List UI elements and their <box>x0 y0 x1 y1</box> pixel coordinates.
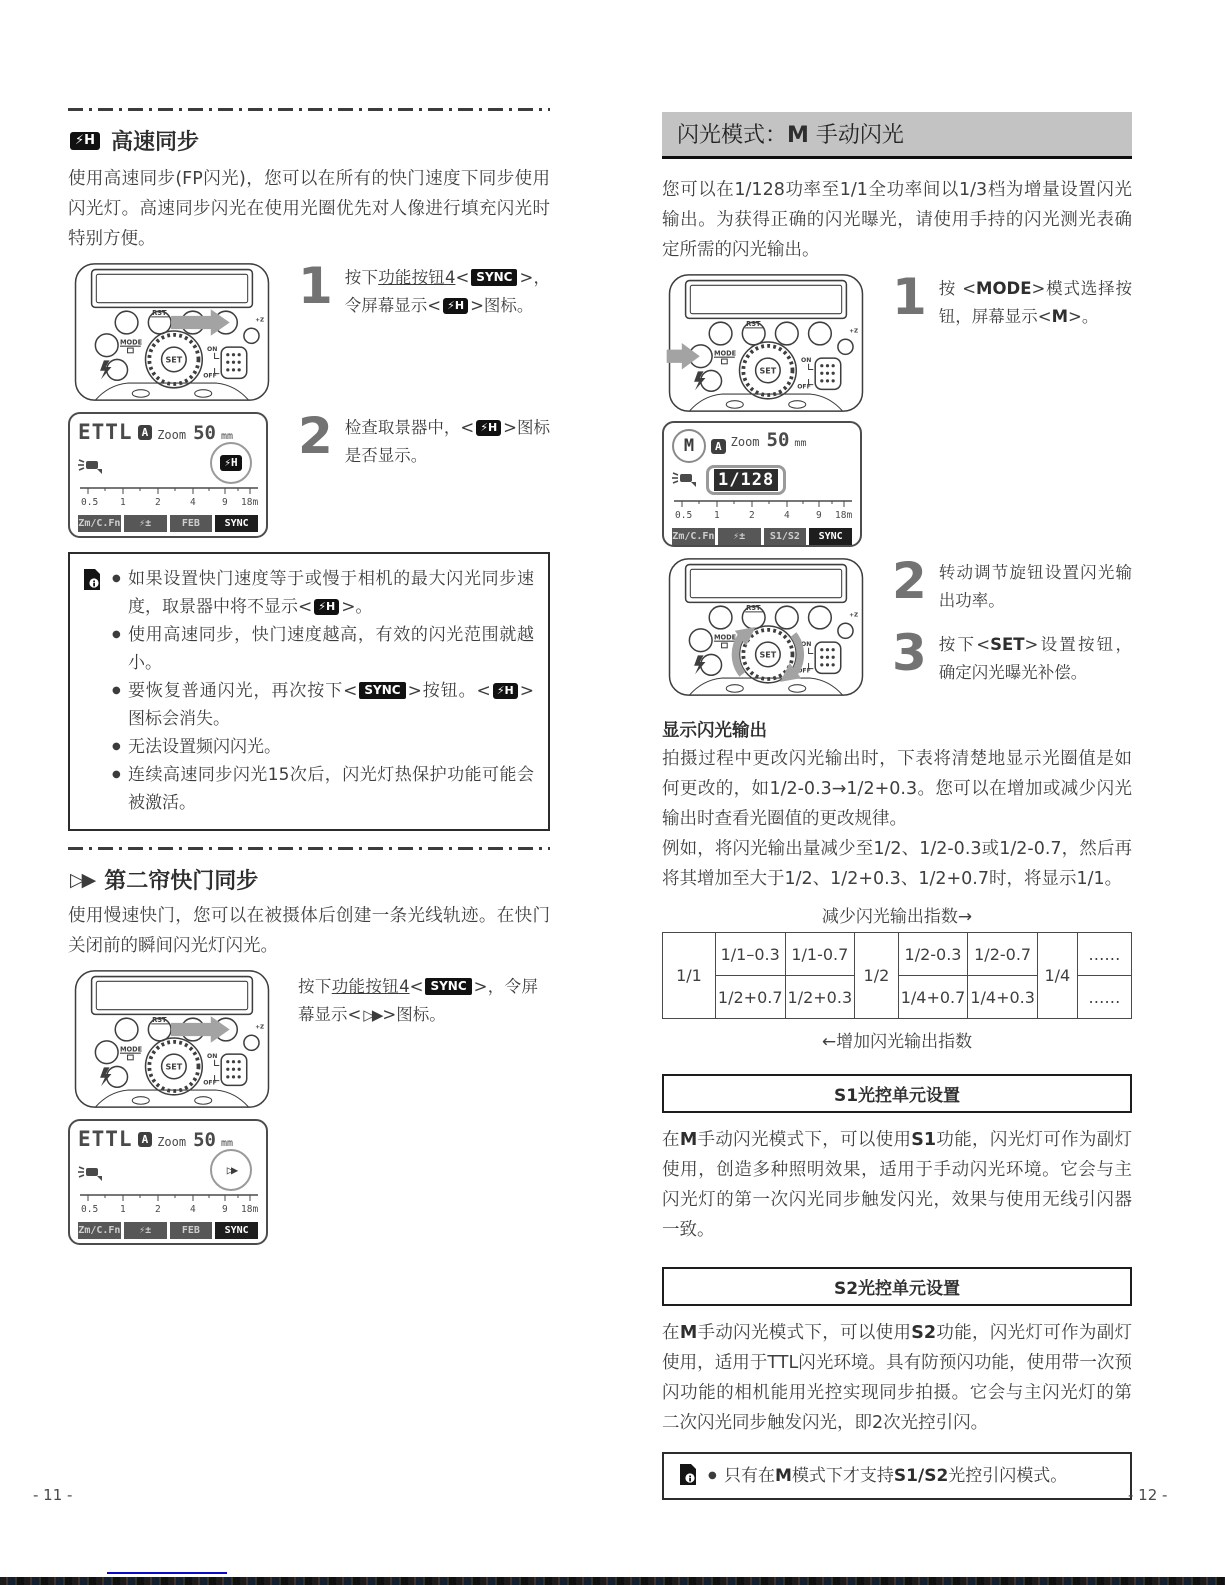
hss-step2-row <box>68 407 551 538</box>
note-list <box>698 1462 1067 1490</box>
auto-zoom-icon: A <box>138 1132 153 1147</box>
svg-text:OFF: OFF <box>203 1079 217 1087</box>
flash-comp-button: ⚡± <box>124 1222 167 1239</box>
m-step23-row <box>662 552 1133 701</box>
feb-button: FEB <box>170 1222 213 1239</box>
table-cell: …… <box>1077 976 1131 1019</box>
hss-icon: ⚡H <box>220 455 241 471</box>
note-list <box>102 565 534 817</box>
step-number: 3 <box>892 624 927 682</box>
flash-back-figure <box>68 262 276 402</box>
table-cell: 1/2+0.3 <box>785 976 855 1019</box>
flash-button <box>701 654 722 675</box>
lcd-zoom-label: Zoom <box>157 1135 187 1149</box>
lcd-figure-hss <box>68 412 276 538</box>
zoom-button <box>838 623 853 638</box>
lcd-focal-unit: mm <box>794 438 807 449</box>
note-item: ● 使用高速同步，快门速度越高，有效的闪光范围就越小。 <box>112 621 534 677</box>
table-cell: 1/4+0.3 <box>968 976 1038 1019</box>
svg-text:0.5: 0.5 <box>675 510 693 521</box>
lcd-mode-label: ETTL <box>78 1127 133 1151</box>
svg-text:0.5: 0.5 <box>81 497 99 508</box>
flash-device-illustration <box>68 262 276 402</box>
table-cell: 1/1 <box>663 933 716 1019</box>
lcd-mode-label: ETTL <box>78 420 133 444</box>
svg-text:ON: ON <box>207 345 218 353</box>
table-cell: …… <box>1077 933 1131 976</box>
svg-text:18m: 18m <box>241 497 259 508</box>
step-text: 转动调节旋钮设置闪光输出功率。 <box>938 563 1132 610</box>
table-cell: 1/1-0.7 <box>785 933 855 976</box>
lcd-display-m <box>662 421 862 547</box>
hss-title-text: 高速同步 <box>111 130 200 155</box>
page-12 <box>662 112 1132 1500</box>
step-text: 按下功能按钮4< SYNC >，令屏幕显示< ⚡H >图标。 <box>344 268 551 315</box>
step-number: 2 <box>298 407 333 465</box>
svg-text:RST: RST <box>152 308 167 317</box>
mode-button <box>95 334 118 357</box>
lcd-window <box>92 270 253 308</box>
second-curtain-icon: ▷▶ <box>70 868 94 891</box>
lcd-focal-unit: mm <box>221 1138 234 1149</box>
on-off-switch <box>203 1053 247 1086</box>
step-2 <box>892 552 1132 615</box>
set-dial <box>146 1038 203 1095</box>
lcd-display-ettl-hss <box>68 412 268 538</box>
page-11 <box>68 108 550 1245</box>
svg-text:OFF: OFF <box>797 383 811 391</box>
table-cell: 1/2-0.3 <box>898 933 968 976</box>
svg-text:OFF: OFF <box>203 372 217 380</box>
m-intro: 您可以在1/128功率至1/1全功率间以1/3档为增量设置闪光输出。为获得正确的闪光曝光，请使用手持的闪光测光表确定所需的闪光输出。 <box>662 180 1132 260</box>
power-index-table <box>662 932 1132 1019</box>
s1s2-note-box <box>662 1452 1132 1500</box>
sync-button: SYNC <box>809 528 852 545</box>
svg-text:OFF: OFF <box>797 667 811 675</box>
note-item: ● 连续高速同步闪光15次后，闪光灯热保护功能可能会被激活。 <box>112 761 534 817</box>
flash-device-illustration <box>662 557 870 697</box>
step-1 <box>298 257 551 320</box>
note-item: ● 要恢复普通闪光，再次按下< SYNC >按钮。< ⚡H >图标会消失。 <box>112 677 534 733</box>
svg-text:4: 4 <box>784 510 790 521</box>
lcd-soft-buttons <box>78 1222 258 1239</box>
svg-text:1: 1 <box>120 497 126 508</box>
s1-body: 在M手动闪光模式下，可以使用S1功能，闪光灯可作为副灯使用，创造多种照明效果，适用于手动闪光环境。它会与主闪光灯的第一次闪光同步触发闪光，效果与使用无线引闪器一致。 <box>662 1130 1133 1240</box>
table-caption-bottom: ←增加闪光输出指数 <box>821 1032 973 1052</box>
lcd-soft-buttons <box>78 515 258 532</box>
mode-button <box>689 629 712 652</box>
zm-cfn-button: Zm/C.Fn <box>78 1222 121 1239</box>
step-number: 2 <box>892 552 927 610</box>
svg-text:+Z: +Z <box>849 328 859 335</box>
svg-text:MODE: MODE <box>713 349 737 358</box>
lcd-focal-value: 50 <box>766 429 790 451</box>
svg-text:MODE: MODE <box>119 338 143 347</box>
svg-text:SET: SET <box>165 1062 183 1072</box>
flash-comp-button: ⚡± <box>124 515 167 532</box>
table-cell: 1/4 <box>1037 933 1077 1019</box>
step-number: 1 <box>892 268 927 326</box>
hss-section-title <box>68 125 550 156</box>
table-cell: 1/2+0.7 <box>715 976 785 1019</box>
flash-button <box>107 359 128 380</box>
on-off-switch <box>797 357 841 390</box>
lcd-figure-m <box>662 421 870 547</box>
on-off-switch <box>203 346 247 379</box>
svg-text:RST: RST <box>746 319 761 328</box>
svg-text:0.5: 0.5 <box>81 1204 99 1215</box>
m-mode-header: 闪光模式：M 手动闪光 <box>662 112 1132 159</box>
auto-zoom-icon: A <box>138 425 153 440</box>
step-2 <box>298 407 551 470</box>
note-item: ● 只有在M模式下才支持S1/S2光控引闪模式。 <box>708 1462 1067 1490</box>
hss-intro: 使用高速同步(FP闪光)，您可以在所有的快门速度下同步使用闪光灯。高速同步闪光在使用光圈优先对人像进行填充闪光时特别方便。 <box>68 169 550 249</box>
table-cell: 1/2 <box>855 933 899 1019</box>
svg-text:1: 1 <box>714 510 720 521</box>
svg-text:9: 9 <box>816 510 822 521</box>
step-text: 按 <MODE>模式选择按钮，屏幕显示<M>。 <box>938 279 1132 326</box>
note-info-icon <box>678 1464 697 1485</box>
sync-button: SYNC <box>215 1222 258 1239</box>
hss-indicator-circle <box>210 442 252 484</box>
flash-back-figure <box>68 969 276 1109</box>
svg-text:SET: SET <box>759 366 777 376</box>
step-number: 1 <box>298 257 333 315</box>
lcd-display-ettl-sc <box>68 1119 268 1245</box>
page-number-left: - 11 - <box>33 1486 73 1504</box>
sc-title-text: 第二帘快门同步 <box>104 869 259 894</box>
lcd-soft-buttons <box>672 528 852 545</box>
svg-text:SET: SET <box>759 650 777 660</box>
output-para1: 拍摄过程中更改闪光输出时，下表将清楚地显示光圈值是如何更改的，如1/2-0.3→1/2+0.3。您可以在增加或减少闪光输出时查看光圈值的更改规律。 <box>662 749 1132 829</box>
step-3 <box>892 624 1133 687</box>
sync-button: SYNC <box>215 515 258 532</box>
scan-artifact-edge <box>0 1577 1225 1585</box>
output-display-title: 显示闪光输出 <box>662 721 767 741</box>
svg-text:RST: RST <box>152 1015 167 1024</box>
svg-text:18m: 18m <box>835 510 853 521</box>
section-divider-mid <box>68 847 550 850</box>
note-info-icon <box>82 569 101 590</box>
svg-text:9: 9 <box>222 497 228 508</box>
lcd-focal-value: 50 <box>193 422 216 444</box>
hss-note-box <box>68 552 550 831</box>
zoom-button <box>244 1035 259 1050</box>
svg-text:2: 2 <box>155 1204 161 1215</box>
svg-text:2: 2 <box>749 510 755 521</box>
set-dial <box>146 331 203 388</box>
flash-back-figure <box>662 557 870 701</box>
zm-cfn-button: Zm/C.Fn <box>78 515 121 532</box>
step-text: 按下<SET>设置按钮，确定闪光曝光补偿。 <box>938 635 1133 682</box>
lcd-figure-sc <box>68 1119 276 1245</box>
s1-section-header: S1光控单元设置 <box>662 1074 1132 1113</box>
m-mode-indicator: M <box>672 429 706 463</box>
set-dial <box>740 342 797 399</box>
bounce-flash-icon <box>78 1163 104 1181</box>
flash-device-illustration <box>662 273 870 413</box>
auto-zoom-icon: A <box>711 439 726 454</box>
svg-text:1: 1 <box>120 1204 126 1215</box>
lcd-window <box>92 977 253 1015</box>
lcd-zoom-label: Zoom <box>730 435 760 449</box>
curtain-indicator-circle <box>210 1149 252 1191</box>
flash-button <box>107 1066 128 1087</box>
sc-lcd-row <box>68 1119 550 1245</box>
svg-text:SET: SET <box>165 355 183 365</box>
svg-text:4: 4 <box>190 1204 196 1215</box>
sc-intro: 使用慢速快门，您可以在被摄体后创建一条光线轨迹。在快门关闭前的瞬间闪光灯闪光。 <box>68 906 550 956</box>
s2-body: 在M手动闪光模式下，可以使用S2功能，闪光灯可作为副灯使用，适用于TTL闪光环境。具有防预闪功能，使用带一次预闪功能的相机能用光控实现同步拍摄。它会与主闪光灯的第二次闪光同步触发闪光，即2次光控引闪。 <box>662 1323 1133 1433</box>
table-cell: 1/1–0.3 <box>715 933 785 976</box>
mode-button <box>95 1041 118 1064</box>
svg-text:ON: ON <box>207 1052 218 1060</box>
m-step1-row <box>662 268 1132 413</box>
svg-text:9: 9 <box>222 1204 228 1215</box>
flash-device-illustration <box>68 969 276 1109</box>
distance-scale <box>672 497 856 521</box>
flash-comp-button: ⚡± <box>718 528 761 545</box>
bounce-flash-icon <box>672 469 698 487</box>
table-cell: 1/4+0.7 <box>898 976 968 1019</box>
section-divider-top <box>68 108 550 111</box>
svg-text:2: 2 <box>155 497 161 508</box>
step-1 <box>892 268 1132 331</box>
svg-text:+Z: +Z <box>255 317 265 324</box>
zoom-button <box>838 339 853 354</box>
sc-instruction-row <box>68 969 550 1109</box>
scan-artifact-blue-line <box>107 1572 227 1574</box>
page-number-right: - 12 - <box>1128 1486 1168 1504</box>
svg-text:18m: 18m <box>241 1204 259 1215</box>
flash-power-readout <box>702 465 786 495</box>
sc-section-title <box>68 864 550 895</box>
hss-icon: ⚡H <box>70 132 100 150</box>
note-item: ● 无法设置频闪闪光。 <box>112 733 534 761</box>
zoom-button <box>244 328 259 343</box>
svg-text:ON: ON <box>801 356 812 364</box>
note-item: ● 如果设置快门速度等于或慢于相机的最大闪光同步速度，取景器中将不显示< ⚡H >。 <box>112 565 534 621</box>
feb-button: FEB <box>170 515 213 532</box>
hss-step1-row <box>68 257 551 402</box>
step-text: 检查取景器中，< ⚡H >图标是否显示。 <box>344 418 551 465</box>
lcd-zoom-label: Zoom <box>157 428 187 442</box>
bounce-flash-icon <box>78 456 104 474</box>
lcd-window <box>686 281 847 319</box>
zm-cfn-button: Zm/C.Fn <box>672 528 715 545</box>
s1-s2-button: S1/S2 <box>764 528 807 545</box>
lcd-focal-unit: mm <box>221 431 234 442</box>
flash-button <box>701 370 722 391</box>
sc-instruction: 按下功能按钮4< SYNC >，令屏幕显示< ▷▶ >图标。 <box>298 977 539 1024</box>
m-lcd-row <box>662 421 1132 547</box>
second-curtain-icon: ▷▶ <box>226 1163 236 1177</box>
flash-back-figure <box>662 273 870 413</box>
svg-text:MODE: MODE <box>119 1045 143 1054</box>
svg-text:+Z: +Z <box>255 1024 265 1031</box>
output-para2: 例如，将闪光输出量减少至1/2、1/2-0.3或1/2-0.7，然后再将其增加至大于1/2、1/2+0.3、1/2+0.7时，将显示1/1。 <box>662 839 1132 889</box>
table-cell: 1/2-0.7 <box>968 933 1038 976</box>
distance-scale <box>78 1191 262 1215</box>
svg-text:RST: RST <box>746 603 761 612</box>
table-caption-top: 减少闪光输出指数→ <box>821 907 973 927</box>
svg-text:4: 4 <box>190 497 196 508</box>
lcd-window <box>686 565 847 603</box>
s2-section-header: S2光控单元设置 <box>662 1267 1132 1306</box>
svg-text:+Z: +Z <box>849 612 859 619</box>
power-value: 1/128 <box>714 469 778 491</box>
distance-scale <box>78 484 262 508</box>
svg-text:MODE: MODE <box>713 633 737 642</box>
svg-text:ON: ON <box>801 640 812 648</box>
lcd-focal-value: 50 <box>193 1129 216 1151</box>
